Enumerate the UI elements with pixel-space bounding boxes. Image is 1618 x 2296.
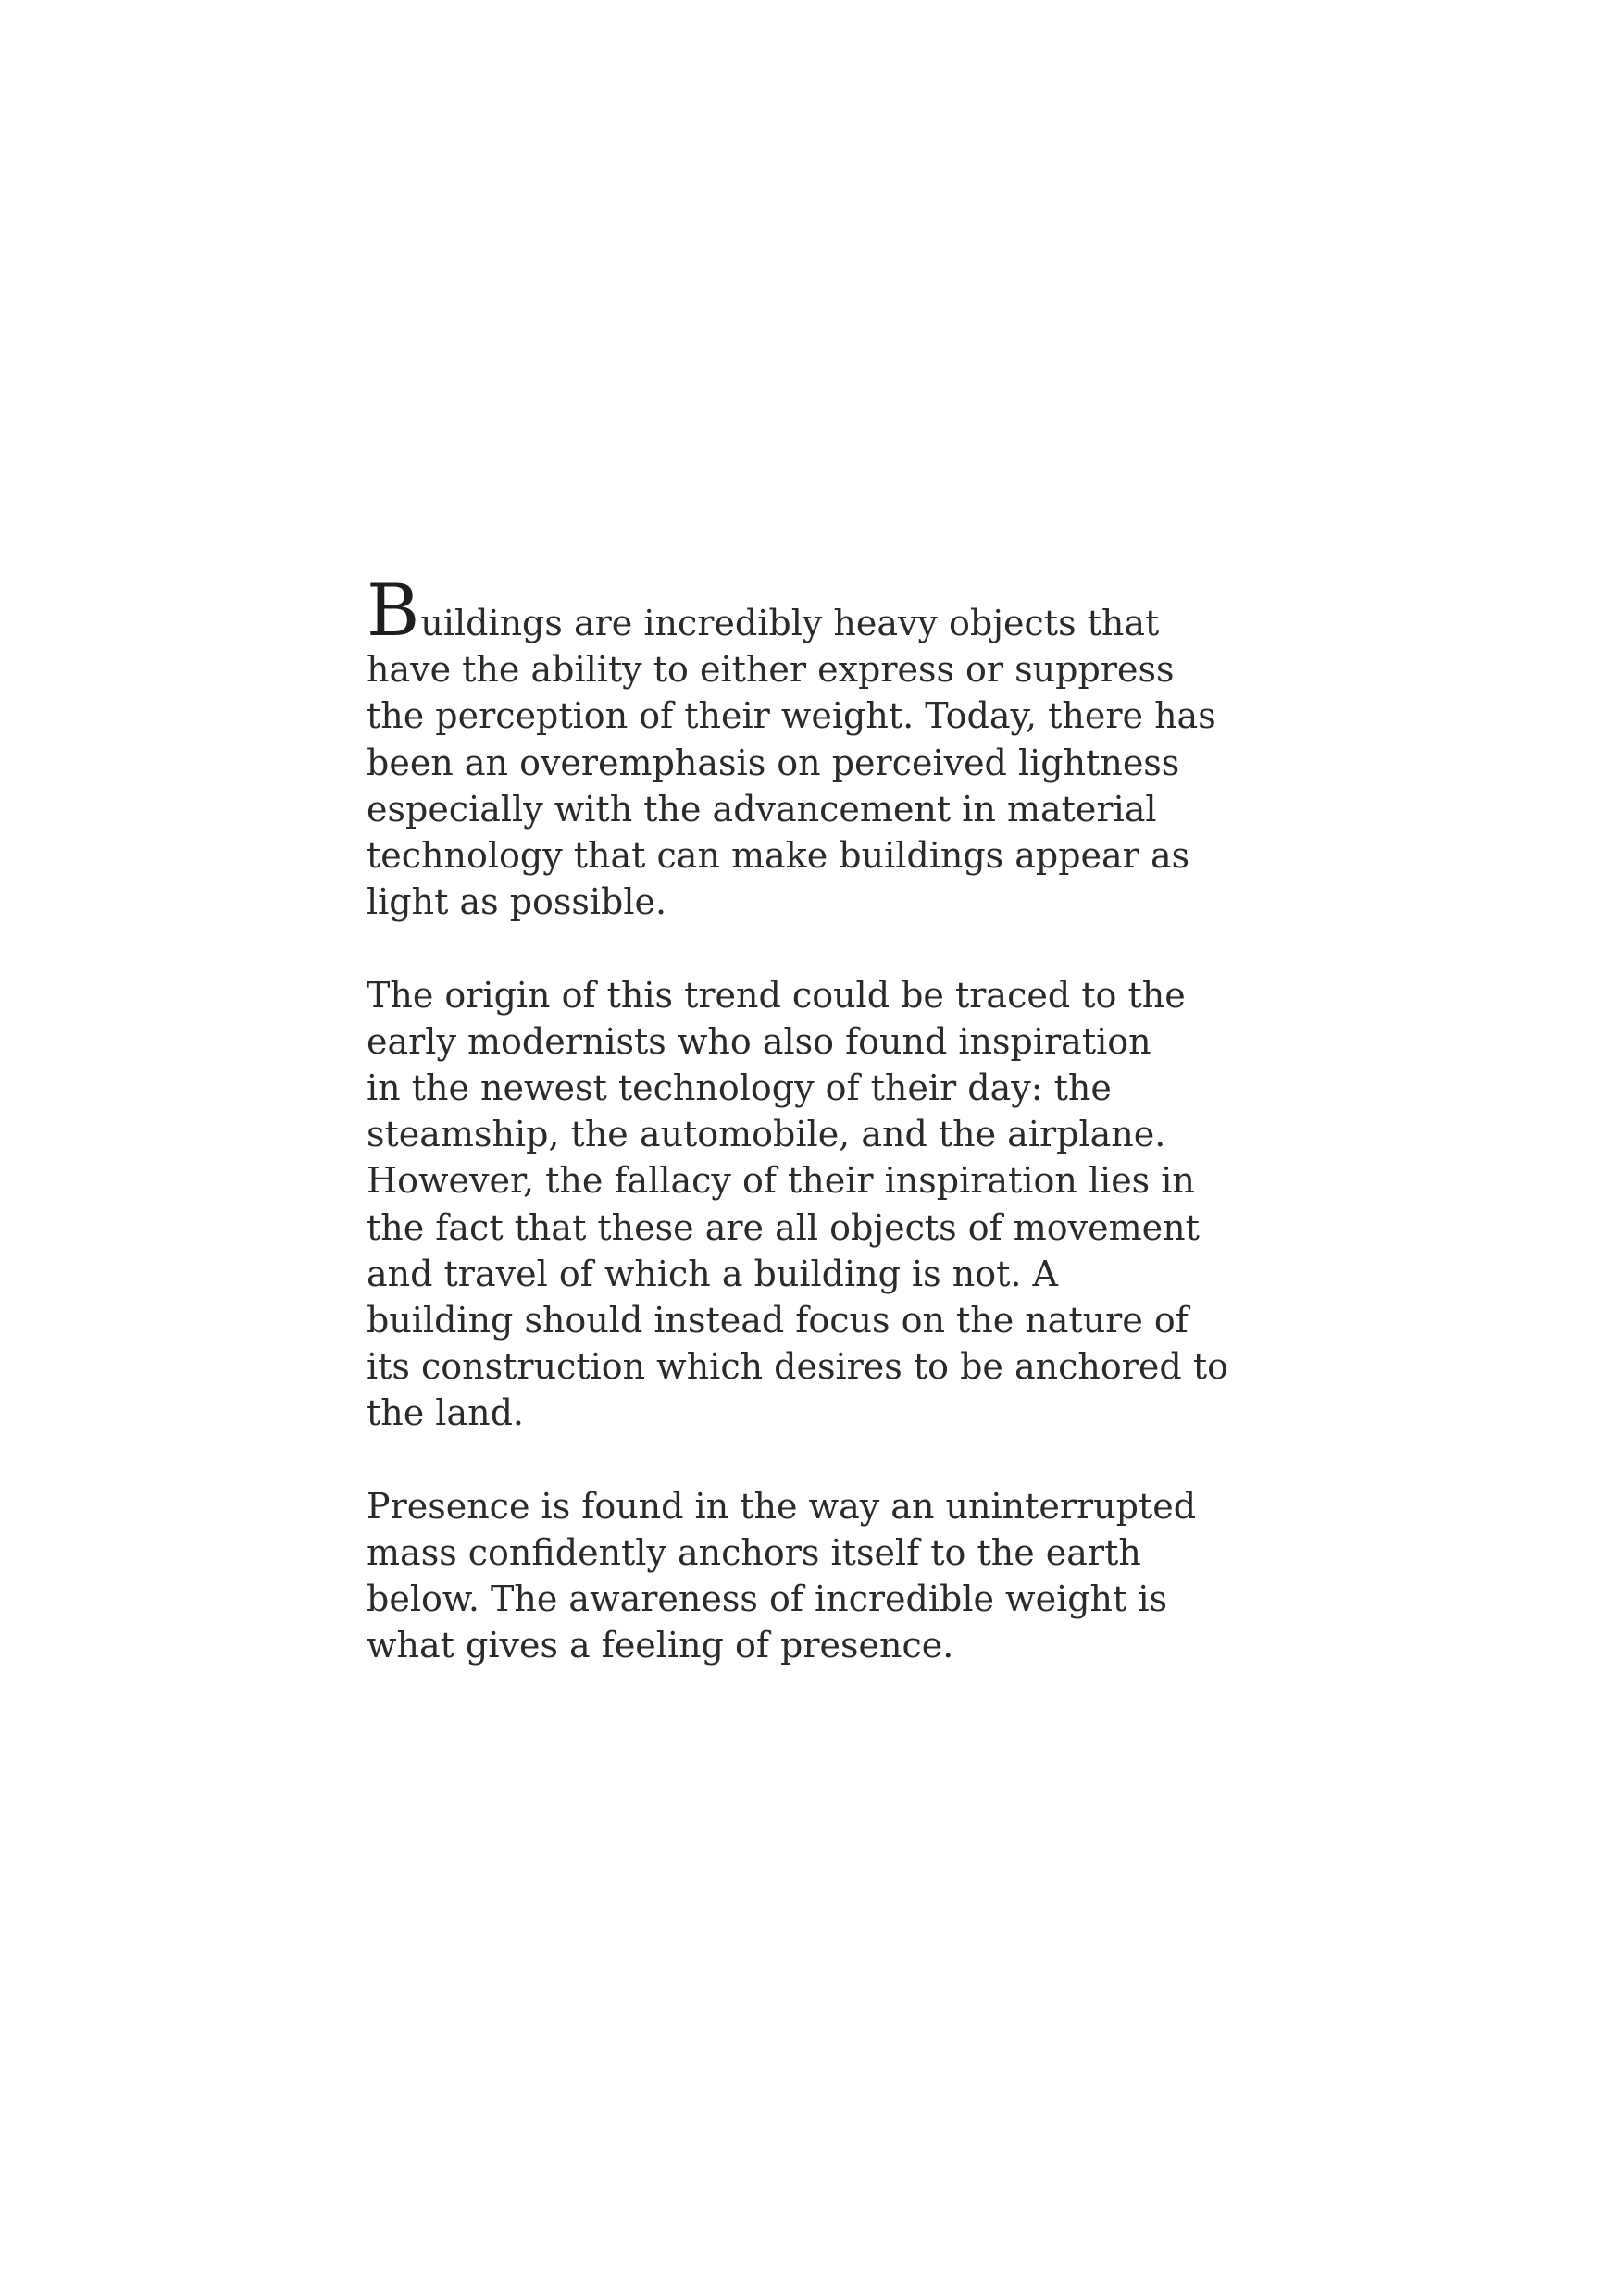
text-line: mass confidently anchors itself to the earth [367, 1532, 1141, 1574]
paragraph-1 [367, 569, 1292, 925]
paragraph-gap [367, 925, 1292, 971]
drop-cap: B [367, 569, 420, 653]
text-line [367, 569, 1292, 653]
text-line: building should instead focus on the nature of [367, 1300, 1189, 1341]
text-line-content: uildings are incredibly heavy objects that [420, 603, 1160, 643]
text-line: below. The awareness of incredible weight is [367, 1578, 1168, 1620]
text-line: technology that can make buildings appear as [367, 835, 1190, 877]
text-line: Presence is found in the way an uninterrupted [367, 1485, 1197, 1527]
text-line: light as possible. [367, 881, 667, 923]
paragraph-2 [367, 972, 1292, 1437]
text-line: especially with the advancement in material [367, 788, 1157, 830]
paragraph-3 [367, 1483, 1292, 1669]
text-line: in the newest technology of their day: the [367, 1067, 1112, 1109]
text-line: its construction which desires to be anchored to [367, 1346, 1228, 1388]
text-line: the fact that these are all objects of movement [367, 1206, 1200, 1248]
text-line: the perception of their weight. Today, there has [367, 695, 1216, 737]
body-text [367, 569, 1292, 1669]
text-line: However, the fallacy of their inspiration lies in [367, 1160, 1195, 1202]
text-line: early modernists who also found inspiration [367, 1020, 1151, 1062]
text-line: the land. [367, 1392, 524, 1434]
text-line: been an overemphasis on perceived lightness [367, 742, 1180, 783]
text-line: have the ability to either express or suppress [367, 649, 1175, 691]
text-line: steamship, the automobile, and the airplane. [367, 1114, 1166, 1155]
text-line: and travel of which a building is not. A [367, 1253, 1058, 1294]
text-line: The origin of this trend could be traced to the [367, 974, 1186, 1016]
paragraph-gap [367, 1437, 1292, 1483]
text-line: what gives a feeling of presence. [367, 1625, 954, 1666]
